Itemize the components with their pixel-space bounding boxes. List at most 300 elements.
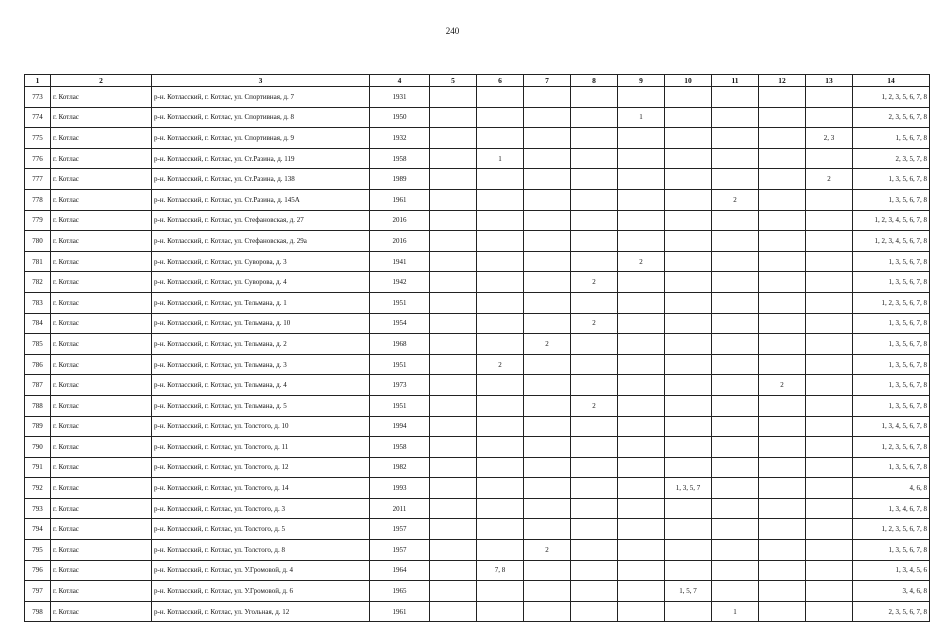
table-row — [25, 395, 930, 416]
cell-col-9 — [618, 169, 665, 190]
cell-col-1: 794 — [25, 519, 51, 540]
cell-col-2: г. Котлас — [51, 457, 152, 478]
cell-col-4: 1957 — [370, 540, 430, 561]
cell-col-12 — [759, 148, 806, 169]
cell-col-6 — [477, 478, 524, 499]
cell-col-11: 2 — [712, 189, 759, 210]
cell-col-8 — [571, 437, 618, 458]
column-header-1: 1 — [25, 75, 51, 87]
cell-col-7 — [524, 560, 571, 581]
cell-col-10 — [665, 334, 712, 355]
table-row — [25, 457, 930, 478]
cell-col-6: 7, 8 — [477, 560, 524, 581]
cell-col-5 — [430, 231, 477, 252]
cell-col-2: г. Котлас — [51, 210, 152, 231]
cell-col-6 — [477, 498, 524, 519]
table-body — [25, 87, 930, 622]
table-row — [25, 478, 930, 499]
cell-col-2: г. Котлас — [51, 292, 152, 313]
cell-col-6 — [477, 601, 524, 622]
cell-col-7 — [524, 581, 571, 602]
cell-col-10 — [665, 87, 712, 108]
cell-col-2: г. Котлас — [51, 498, 152, 519]
cell-col-13 — [806, 210, 853, 231]
cell-col-5 — [430, 210, 477, 231]
cell-col-12 — [759, 210, 806, 231]
cell-col-12 — [759, 272, 806, 293]
column-header-6: 6 — [477, 75, 524, 87]
cell-col-10 — [665, 231, 712, 252]
table-row — [25, 251, 930, 272]
cell-col-9 — [618, 560, 665, 581]
cell-col-11 — [712, 231, 759, 252]
cell-col-9 — [618, 540, 665, 561]
cell-col-13: 2 — [806, 169, 853, 190]
cell-col-4: 1951 — [370, 292, 430, 313]
cell-col-12 — [759, 107, 806, 128]
cell-col-13 — [806, 601, 853, 622]
cell-col-8 — [571, 498, 618, 519]
cell-col-10 — [665, 437, 712, 458]
cell-col-2: г. Котлас — [51, 519, 152, 540]
table-row — [25, 272, 930, 293]
cell-col-9 — [618, 128, 665, 149]
cell-col-14: 4, 6, 8 — [853, 478, 930, 499]
table-row — [25, 231, 930, 252]
cell-col-6 — [477, 581, 524, 602]
cell-col-14: 1, 3, 5, 6, 7, 8 — [853, 354, 930, 375]
cell-col-11 — [712, 560, 759, 581]
cell-col-2: г. Котлас — [51, 581, 152, 602]
cell-col-9 — [618, 148, 665, 169]
table-row — [25, 169, 930, 190]
column-header-11: 11 — [712, 75, 759, 87]
cell-col-8 — [571, 375, 618, 396]
column-header-9: 9 — [618, 75, 665, 87]
cell-col-4: 1993 — [370, 478, 430, 499]
cell-col-10 — [665, 148, 712, 169]
cell-col-6 — [477, 395, 524, 416]
cell-col-4: 1973 — [370, 375, 430, 396]
column-header-14: 14 — [853, 75, 930, 87]
cell-col-4: 1989 — [370, 169, 430, 190]
cell-col-14: 1, 2, 3, 5, 6, 7, 8 — [853, 292, 930, 313]
cell-col-4: 1957 — [370, 519, 430, 540]
cell-col-10: 1, 5, 7 — [665, 581, 712, 602]
cell-col-12 — [759, 128, 806, 149]
cell-col-8 — [571, 601, 618, 622]
cell-col-1: 789 — [25, 416, 51, 437]
cell-col-1: 791 — [25, 457, 51, 478]
cell-col-2: г. Котлас — [51, 128, 152, 149]
cell-col-12 — [759, 416, 806, 437]
cell-col-5 — [430, 334, 477, 355]
table-row — [25, 581, 930, 602]
cell-col-14: 1, 2, 3, 5, 6, 7, 8 — [853, 519, 930, 540]
cell-col-13 — [806, 354, 853, 375]
cell-col-5 — [430, 519, 477, 540]
cell-col-14: 1, 3, 5, 6, 7, 8 — [853, 313, 930, 334]
cell-col-3: р-н. Котласский, г. Котлас, ул. Тельмана, д. 10 — [152, 313, 370, 334]
cell-col-12 — [759, 334, 806, 355]
cell-col-13 — [806, 313, 853, 334]
column-header-4: 4 — [370, 75, 430, 87]
cell-col-5 — [430, 560, 477, 581]
cell-col-14: 1, 3, 5, 6, 7, 8 — [853, 375, 930, 396]
cell-col-5 — [430, 128, 477, 149]
cell-col-13 — [806, 540, 853, 561]
cell-col-9 — [618, 189, 665, 210]
cell-col-9 — [618, 313, 665, 334]
cell-col-4: 1968 — [370, 334, 430, 355]
cell-col-3: р-н. Котласский, г. Котлас, ул. Толстого, д. 3 — [152, 498, 370, 519]
cell-col-3: р-н. Котласский, г. Котлас, ул. Ст.Разина, д. 145А — [152, 189, 370, 210]
cell-col-9 — [618, 375, 665, 396]
cell-col-11 — [712, 169, 759, 190]
table-row — [25, 334, 930, 355]
cell-col-12 — [759, 519, 806, 540]
cell-col-14: 1, 2, 3, 4, 5, 6, 7, 8 — [853, 210, 930, 231]
cell-col-6 — [477, 334, 524, 355]
table-row — [25, 498, 930, 519]
cell-col-9 — [618, 478, 665, 499]
table-row — [25, 210, 930, 231]
cell-col-12 — [759, 251, 806, 272]
cell-col-3: р-н. Котласский, г. Котлас, ул. Спортивная, д. 7 — [152, 87, 370, 108]
cell-col-4: 1942 — [370, 272, 430, 293]
cell-col-9 — [618, 272, 665, 293]
cell-col-9 — [618, 354, 665, 375]
cell-col-8: 2 — [571, 313, 618, 334]
cell-col-1: 779 — [25, 210, 51, 231]
table-row — [25, 416, 930, 437]
cell-col-14: 1, 3, 5, 6, 7, 8 — [853, 457, 930, 478]
cell-col-8 — [571, 107, 618, 128]
cell-col-3: р-н. Котласский, г. Котлас, ул. Стефановская, д. 29а — [152, 231, 370, 252]
cell-col-13 — [806, 148, 853, 169]
cell-col-4: 1961 — [370, 601, 430, 622]
cell-col-12 — [759, 292, 806, 313]
cell-col-14: 1, 3, 5, 6, 7, 8 — [853, 169, 930, 190]
cell-col-13: 2, 3 — [806, 128, 853, 149]
cell-col-8: 2 — [571, 395, 618, 416]
column-header-5: 5 — [430, 75, 477, 87]
cell-col-6: 1 — [477, 148, 524, 169]
cell-col-12 — [759, 498, 806, 519]
cell-col-3: р-н. Котласский, г. Котлас, ул. Суворова, д. 4 — [152, 272, 370, 293]
cell-col-10 — [665, 375, 712, 396]
cell-col-1: 777 — [25, 169, 51, 190]
cell-col-8 — [571, 519, 618, 540]
cell-col-14: 1, 3, 5, 6, 7, 8 — [853, 251, 930, 272]
cell-col-14: 2, 3, 5, 6, 7, 8 — [853, 601, 930, 622]
cell-col-8 — [571, 128, 618, 149]
cell-col-3: р-н. Котласский, г. Котлас, ул. Спортивная, д. 9 — [152, 128, 370, 149]
cell-col-6 — [477, 375, 524, 396]
column-header-3: 3 — [152, 75, 370, 87]
cell-col-5 — [430, 540, 477, 561]
cell-col-14: 1, 3, 5, 6, 7, 8 — [853, 395, 930, 416]
cell-col-3: р-н. Котласский, г. Котлас, ул. Толстого, д. 12 — [152, 457, 370, 478]
cell-col-6 — [477, 231, 524, 252]
cell-col-6 — [477, 128, 524, 149]
cell-col-2: г. Котлас — [51, 231, 152, 252]
cell-col-7 — [524, 231, 571, 252]
cell-col-3: р-н. Котласский, г. Котлас, ул. Суворова, д. 3 — [152, 251, 370, 272]
cell-col-9 — [618, 416, 665, 437]
cell-col-3: р-н. Котласский, г. Котлас, ул. Тельмана, д. 3 — [152, 354, 370, 375]
cell-col-1: 788 — [25, 395, 51, 416]
cell-col-1: 786 — [25, 354, 51, 375]
cell-col-2: г. Котлас — [51, 437, 152, 458]
cell-col-10 — [665, 251, 712, 272]
cell-col-12 — [759, 540, 806, 561]
cell-col-8 — [571, 478, 618, 499]
cell-col-14: 3, 4, 6, 8 — [853, 581, 930, 602]
cell-col-11 — [712, 395, 759, 416]
cell-col-12 — [759, 437, 806, 458]
cell-col-3: р-н. Котласский, г. Котлас, ул. У.Громовой, д. 4 — [152, 560, 370, 581]
cell-col-2: г. Котлас — [51, 416, 152, 437]
cell-col-14: 1, 3, 5, 6, 7, 8 — [853, 540, 930, 561]
header-row — [25, 75, 930, 87]
cell-col-13 — [806, 272, 853, 293]
cell-col-7 — [524, 189, 571, 210]
cell-col-10 — [665, 601, 712, 622]
cell-col-7 — [524, 457, 571, 478]
cell-col-12 — [759, 478, 806, 499]
cell-col-1: 784 — [25, 313, 51, 334]
cell-col-2: г. Котлас — [51, 189, 152, 210]
cell-col-5 — [430, 272, 477, 293]
cell-col-7 — [524, 128, 571, 149]
cell-col-4: 1958 — [370, 148, 430, 169]
cell-col-13 — [806, 498, 853, 519]
table-row — [25, 375, 930, 396]
cell-col-7 — [524, 87, 571, 108]
cell-col-7 — [524, 313, 571, 334]
cell-col-11: 1 — [712, 601, 759, 622]
cell-col-4: 2016 — [370, 210, 430, 231]
cell-col-11 — [712, 272, 759, 293]
cell-col-7 — [524, 437, 571, 458]
cell-col-6 — [477, 87, 524, 108]
cell-col-4: 1994 — [370, 416, 430, 437]
cell-col-2: г. Котлас — [51, 87, 152, 108]
cell-col-7 — [524, 107, 571, 128]
cell-col-8 — [571, 540, 618, 561]
cell-col-5 — [430, 375, 477, 396]
table-row — [25, 128, 930, 149]
cell-col-7 — [524, 519, 571, 540]
cell-col-14: 1, 3, 5, 6, 7, 8 — [853, 189, 930, 210]
cell-col-8 — [571, 457, 618, 478]
cell-col-10 — [665, 107, 712, 128]
cell-col-9: 2 — [618, 251, 665, 272]
cell-col-8 — [571, 560, 618, 581]
cell-col-5 — [430, 169, 477, 190]
cell-col-4: 1941 — [370, 251, 430, 272]
cell-col-2: г. Котлас — [51, 107, 152, 128]
cell-col-12: 2 — [759, 375, 806, 396]
cell-col-7 — [524, 210, 571, 231]
cell-col-12 — [759, 581, 806, 602]
cell-col-8 — [571, 210, 618, 231]
cell-col-2: г. Котлас — [51, 313, 152, 334]
cell-col-9 — [618, 395, 665, 416]
cell-col-11 — [712, 375, 759, 396]
cell-col-6 — [477, 457, 524, 478]
cell-col-12 — [759, 231, 806, 252]
cell-col-7 — [524, 354, 571, 375]
cell-col-13 — [806, 437, 853, 458]
cell-col-2: г. Котлас — [51, 540, 152, 561]
cell-col-10 — [665, 292, 712, 313]
cell-col-4: 1932 — [370, 128, 430, 149]
cell-col-3: р-н. Котласский, г. Котлас, ул. Тельмана, д. 2 — [152, 334, 370, 355]
cell-col-5 — [430, 292, 477, 313]
cell-col-8 — [571, 354, 618, 375]
cell-col-4: 1950 — [370, 107, 430, 128]
cell-col-11 — [712, 251, 759, 272]
cell-col-8 — [571, 292, 618, 313]
cell-col-2: г. Котлас — [51, 272, 152, 293]
cell-col-7 — [524, 272, 571, 293]
cell-col-1: 790 — [25, 437, 51, 458]
cell-col-7 — [524, 169, 571, 190]
cell-col-1: 792 — [25, 478, 51, 499]
cell-col-14: 1, 2, 3, 4, 5, 6, 7, 8 — [853, 231, 930, 252]
cell-col-3: р-н. Котласский, г. Котлас, ул. Стефановская, д. 27 — [152, 210, 370, 231]
cell-col-8 — [571, 169, 618, 190]
cell-col-2: г. Котлас — [51, 395, 152, 416]
cell-col-7 — [524, 375, 571, 396]
cell-col-9 — [618, 581, 665, 602]
cell-col-1: 783 — [25, 292, 51, 313]
column-header-2: 2 — [51, 75, 152, 87]
register-table — [24, 74, 930, 622]
cell-col-3: р-н. Котласский, г. Котлас, ул. Толстого, д. 10 — [152, 416, 370, 437]
cell-col-14: 2, 3, 5, 6, 7, 8 — [853, 107, 930, 128]
cell-col-13 — [806, 560, 853, 581]
cell-col-6 — [477, 210, 524, 231]
cell-col-7 — [524, 148, 571, 169]
cell-col-11 — [712, 292, 759, 313]
cell-col-2: г. Котлас — [51, 334, 152, 355]
cell-col-9 — [618, 457, 665, 478]
cell-col-4: 1961 — [370, 189, 430, 210]
cell-col-3: р-н. Котласский, г. Котлас, ул. Тельмана, д. 5 — [152, 395, 370, 416]
cell-col-11 — [712, 210, 759, 231]
cell-col-14: 1, 3, 4, 5, 6 — [853, 560, 930, 581]
cell-col-12 — [759, 169, 806, 190]
cell-col-3: р-н. Котласский, г. Котлас, ул. Ст.Разина, д. 119 — [152, 148, 370, 169]
cell-col-6 — [477, 437, 524, 458]
cell-col-8 — [571, 251, 618, 272]
cell-col-11 — [712, 478, 759, 499]
cell-col-11 — [712, 148, 759, 169]
cell-col-7: 2 — [524, 334, 571, 355]
cell-col-6 — [477, 313, 524, 334]
cell-col-3: р-н. Котласский, г. Котлас, ул. Толстого, д. 11 — [152, 437, 370, 458]
table-row — [25, 292, 930, 313]
cell-col-14: 1, 3, 4, 5, 6, 7, 8 — [853, 416, 930, 437]
cell-col-5 — [430, 395, 477, 416]
cell-col-10 — [665, 395, 712, 416]
cell-col-4: 1958 — [370, 437, 430, 458]
cell-col-6 — [477, 540, 524, 561]
cell-col-1: 775 — [25, 128, 51, 149]
cell-col-11 — [712, 107, 759, 128]
cell-col-11 — [712, 87, 759, 108]
cell-col-13 — [806, 416, 853, 437]
cell-col-8 — [571, 334, 618, 355]
cell-col-8 — [571, 581, 618, 602]
cell-col-9 — [618, 601, 665, 622]
cell-col-5 — [430, 478, 477, 499]
cell-col-10 — [665, 272, 712, 293]
column-header-7: 7 — [524, 75, 571, 87]
cell-col-12 — [759, 189, 806, 210]
cell-col-7 — [524, 251, 571, 272]
cell-col-13 — [806, 581, 853, 602]
cell-col-10 — [665, 457, 712, 478]
cell-col-7 — [524, 395, 571, 416]
cell-col-14: 1, 3, 5, 6, 7, 8 — [853, 272, 930, 293]
cell-col-12 — [759, 354, 806, 375]
cell-col-1: 797 — [25, 581, 51, 602]
cell-col-12 — [759, 395, 806, 416]
cell-col-9 — [618, 437, 665, 458]
cell-col-10 — [665, 189, 712, 210]
cell-col-3: р-н. Котласский, г. Котлас, ул. Спортивная, д. 8 — [152, 107, 370, 128]
cell-col-14: 1, 5, 6, 7, 8 — [853, 128, 930, 149]
cell-col-11 — [712, 457, 759, 478]
cell-col-1: 781 — [25, 251, 51, 272]
cell-col-13 — [806, 231, 853, 252]
cell-col-2: г. Котлас — [51, 601, 152, 622]
cell-col-5 — [430, 87, 477, 108]
cell-col-1: 785 — [25, 334, 51, 355]
cell-col-9: 1 — [618, 107, 665, 128]
cell-col-3: р-н. Котласский, г. Котлас, ул. Толстого, д. 5 — [152, 519, 370, 540]
cell-col-10 — [665, 540, 712, 561]
cell-col-13 — [806, 292, 853, 313]
cell-col-8 — [571, 416, 618, 437]
cell-col-9 — [618, 292, 665, 313]
cell-col-2: г. Котлас — [51, 148, 152, 169]
cell-col-3: р-н. Котласский, г. Котлас, ул. Толстого, д. 14 — [152, 478, 370, 499]
cell-col-10 — [665, 354, 712, 375]
cell-col-6 — [477, 169, 524, 190]
cell-col-4: 1954 — [370, 313, 430, 334]
cell-col-4: 1982 — [370, 457, 430, 478]
cell-col-1: 796 — [25, 560, 51, 581]
cell-col-6 — [477, 251, 524, 272]
cell-col-5 — [430, 148, 477, 169]
table-row — [25, 148, 930, 169]
cell-col-11 — [712, 437, 759, 458]
cell-col-11 — [712, 498, 759, 519]
cell-col-13 — [806, 107, 853, 128]
cell-col-9 — [618, 519, 665, 540]
cell-col-5 — [430, 581, 477, 602]
cell-col-11 — [712, 334, 759, 355]
cell-col-13 — [806, 375, 853, 396]
cell-col-12 — [759, 313, 806, 334]
page-number: 240 — [445, 26, 460, 36]
cell-col-14: 1, 3, 5, 6, 7, 8 — [853, 334, 930, 355]
